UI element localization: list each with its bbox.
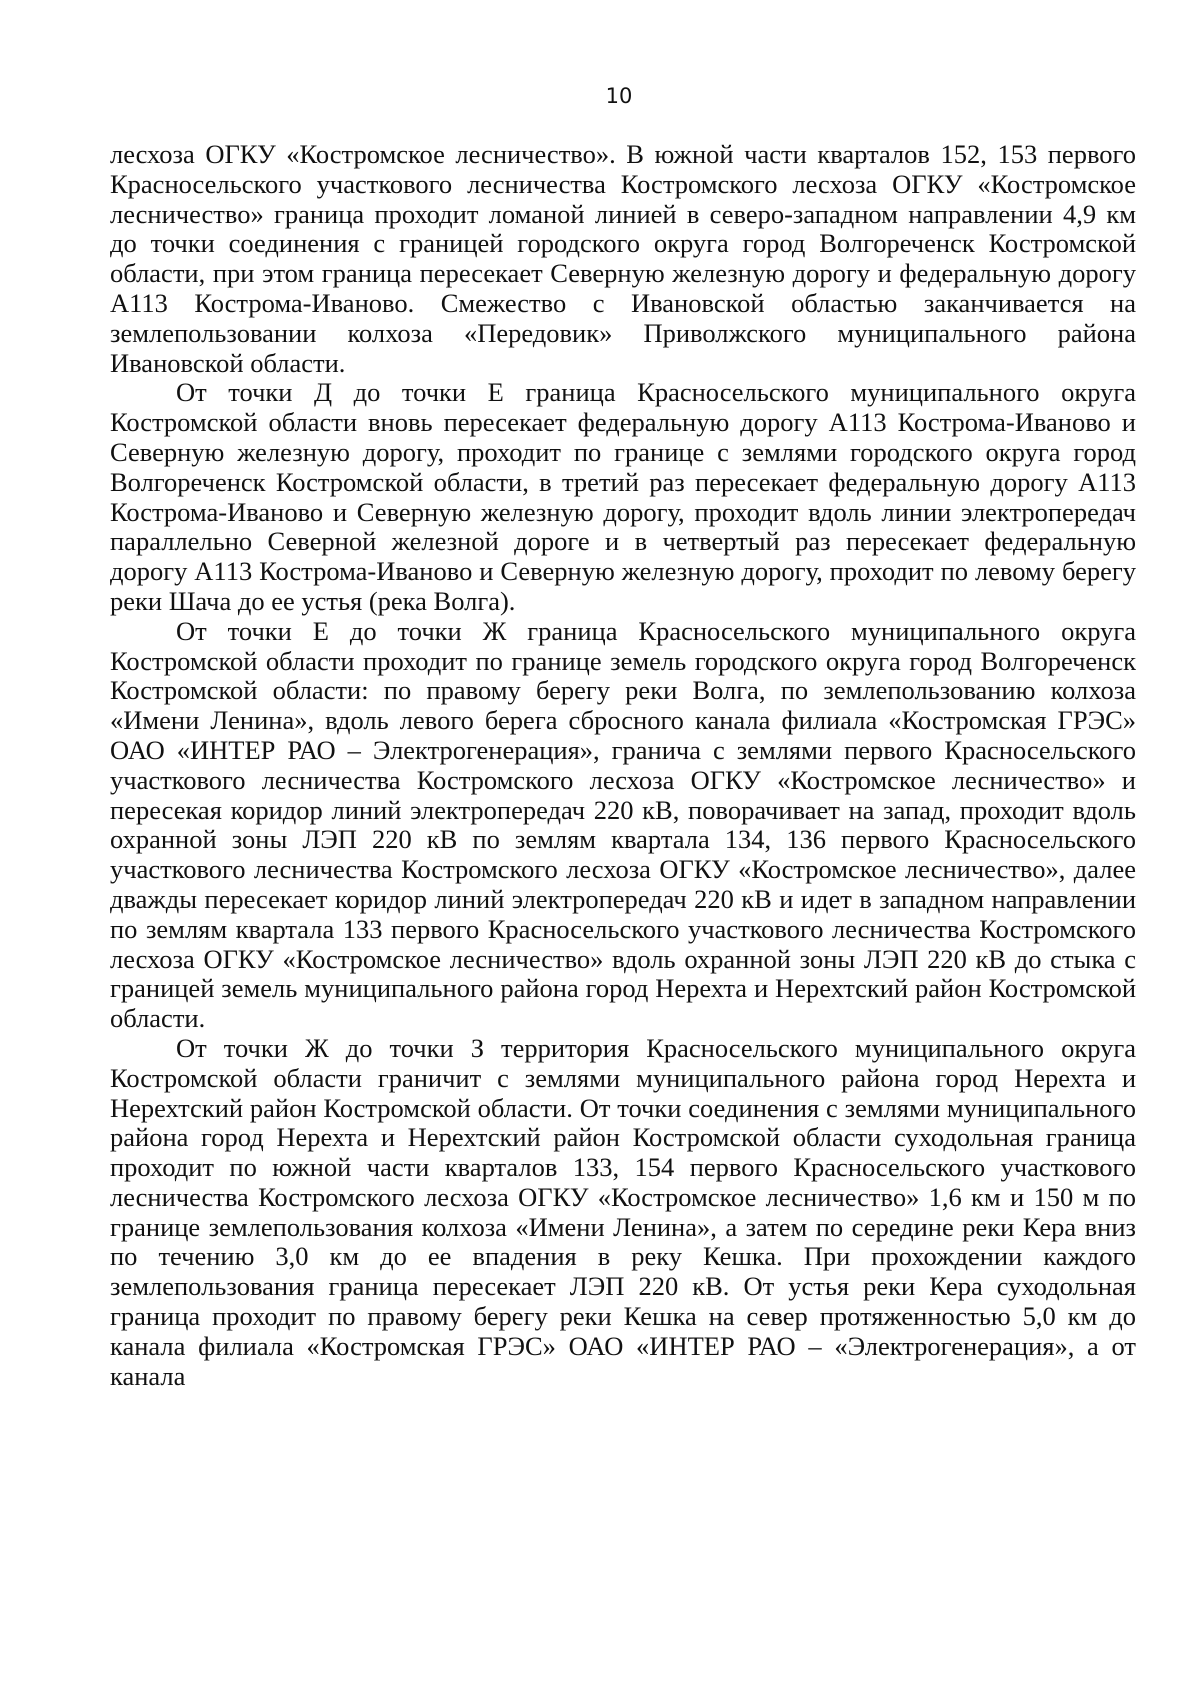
paragraph-point-e-to-zh: От точки Е до точки Ж граница Красносельского муниципального округа Костромской области проходит по границе земель городского округа город Волгореченск Костромской области: по правому берегу реки Волга, по землепользованию колхоза «Имени Ленина», вдоль левого берега сбросного канала филиала «Костромская ГРЭС» ОАО «ИНТЕР РАО – Электрогенерация», гранича с землями первого Красносельского участкового лесничества Костромского лесхоза ОГКУ «Костромское лесничество» и пересекая коридор линий электропередач 220 кВ, поворачивает на запад, проходит вдоль охранной зоны ЛЭП 220 кВ по землям квартала 134, 136 первого Красносельского участкового лесничества Костромского лесхоза ОГКУ «Костромское лесничество», далее дважды пересекает коридор линий электропередач 220 кВ и идет в западном направлении по землям квартала 133 первого Красносельского участкового лесничества Костромского лесхоза ОГКУ «Костромское лесничество» вдоль охранной зоны ЛЭП 220 кВ до стыка с границей земель муниципального района город Нерехта и Нерехтский район Костромской области. — [110, 615, 1136, 1034]
paragraph-continuation: лесхоза ОГКУ «Костромское лесничество». В южной части кварталов 152, 153 первого Красносельского участкового лесничества Костромского лесхоза ОГКУ «Костромское лесничество» граница проходит ломаной линией в северо-западном направлении 4,9 км до точки соединения с границей городского округа город Волгореченск Костромской области, при этом граница пересекает Северную железную дорогу и федеральную дорогу А113 Кострома-Иваново. Смежество с Ивановской областью заканчивается на землепользовании колхоза «Передовик» Приволжского муниципального района Ивановской области. — [110, 139, 1136, 378]
paragraph-point-d-to-e: От точки Д до точки Е граница Красносельского муниципального округа Костромской области вновь пересекает федеральную дорогу А113 Кострома-Иваново и Северную железную дорогу, проходит по границе с землями городского округа город Волгореченск Костромской области, в третий раз пересекает федеральную дорогу А113 Кострома-Иваново и Северную железную дорогу, проходит вдоль линии электропередач параллельно Северной железной дороге и в четвертый раз пересекает федеральную дорогу А113 Кострома-Иваново и Северную железную дорогу, проходит по левому берегу реки Шача до ее устья (река Волга). — [110, 377, 1136, 616]
document-body — [110, 140, 1136, 1391]
paragraph-point-zh-to-z: От точки Ж до точки З территория Красносельского муниципального округа Костромской области граничит с землями муниципального района город Нерехта и Нерехтский район Костромской области. От точки соединения с землями муниципального района город Нерехта и Нерехтский район Костромской области суходольная граница проходит по южной части кварталов 133, 154 первого Красносельского участкового лесничества Костромского лесхоза ОГКУ «Костромское лесничество» 1,6 км и 150 м по границе землепользования колхоза «Имени Ленина», а затем по середине реки Кера вниз по течению 3,0 км до ее впадения в реку Кешка. При прохождении каждого землепользования граница пересекает ЛЭП 220 кВ. От устья реки Кера суходольная граница проходит по правому берегу реки Кешка на север протяженностью 5,0 км до канала филиала «Костромская ГРЭС» ОАО «ИНТЕР РАО – «Электрогенерация», а от канала — [110, 1032, 1136, 1391]
page-number: 10 — [605, 84, 633, 108]
